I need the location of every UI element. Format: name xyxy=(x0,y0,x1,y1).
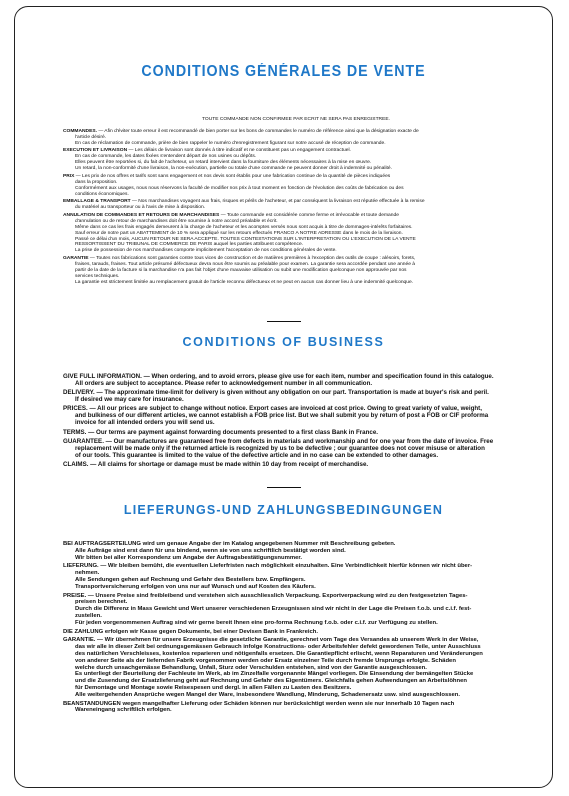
section-de xyxy=(63,541,529,716)
section-fr xyxy=(63,117,529,287)
fr-garantie-l2: fraises, tarauds, fraises. Tout article présumé défectueux devra nous être soumis au préalable pour examen. La garantie sera accordée pendant une année à xyxy=(75,261,416,267)
en-claims xyxy=(63,461,529,468)
fr-annulation-l6: RESSORTISSENT DU TRIBUNAL DE COMMERCE DE PARIS auquel les parties attribuent compétence. xyxy=(75,242,304,248)
fr-garantie-key: GARANTIE xyxy=(63,256,89,262)
de-zahlung-l1: erfolgen wir Kasse gegen Dokumente, bei einer Devisen Bank in Frankreich. xyxy=(104,628,319,635)
fr-prix-key: PRIX xyxy=(63,173,75,179)
en-guarantee-l1: — Our manufactures are guaranteed free from defects in materials and workmanship and for one year from the date of invoice. Free xyxy=(105,437,494,445)
fr-prix-l3: Conformément aux usages, nous nous réservons la faculté de modifier nos prix à tout moment en fonction de l'évolution des coûts de fabrication ou des xyxy=(75,185,404,191)
de-preise-l4: zustellen. xyxy=(75,612,102,619)
en-claims-key: CLAIMS. xyxy=(63,460,89,468)
fr-garantie-l4: services techniques. xyxy=(75,273,120,279)
en-full-l1: — When ordering, and to avoid errors, please give use for each item, number and specification found in this catalogue. xyxy=(143,373,494,380)
de-auftrag-l1: wird um genaue Angabe der im Katalog angegebenen Nummer mit Beschreibung gebeten. xyxy=(142,541,396,547)
divider-rule xyxy=(267,321,301,322)
fr-prix xyxy=(63,174,529,198)
fr-annulation-key: ANNULATION DE COMMANDES ET RETOURS DE MARCHANDISES xyxy=(63,212,220,218)
fr-garantie-l5: La garantie est strictement limitée au remplacement gratuit de l'article reconnu défectueux et ne peut en aucun cas donner lieu à une indemnité quelconque. xyxy=(75,279,414,285)
en-full-l2: All orders are subject to acceptance. Please refer to acknowledgement number in all communication. xyxy=(75,380,373,387)
de-garantie-l9: Alle weitergehenden Ansprüche wegen Mangel der Ware, insbesondere Wandlung, Minderung, Schadenersatz usw. sind ausgeschlossen. xyxy=(75,691,461,698)
fr-commandes-l2: l'article désiré. xyxy=(75,134,107,140)
title-en: CONDITIONS OF BUSINESS xyxy=(182,335,385,349)
de-zahlung-key: DIE ZAHLUNG xyxy=(63,628,104,635)
fr-prix-l2: dans la proposition. xyxy=(75,179,118,185)
fr-garantie-l3: partir de la date de la facture si la marchandise n'a pas fait l'objet d'une mauvaise utilisation ou subit une modification quelconque non approuvée par nos xyxy=(75,267,407,273)
fr-prix-l1: — Les prix de nos offres et tarifs sont sans engagement et nos devis sont établis pour une fabrication continue de la quantité de pièces indiquées xyxy=(75,173,391,179)
de-lieferung-l3: Alle Sendungen gehen auf Rechnung und Gefahr des Bestellers bzw. Empfängers. xyxy=(75,576,306,583)
de-preise-key: PREISE. xyxy=(63,592,87,599)
en-prices-l1: — All our prices are subject to change without notice. Export cases are invoiced at cost price. Owing to great variety of value, weight, xyxy=(89,405,482,413)
conditions-page xyxy=(14,6,553,788)
de-auftrag-l3: Wir bitten bei aller Korrespondenz um Angabe der Auftragsbestätigungsnummer. xyxy=(75,554,302,561)
en-guarantee-l3: of our tools. This guarantee is limited to the value of the defective article and in no case can be extended to other damages. xyxy=(75,451,439,459)
de-zahlung xyxy=(63,629,529,636)
en-delivery-key: DELIVERY. xyxy=(63,389,95,397)
en-guarantee xyxy=(63,438,529,459)
fr-commandes-key: COMMANDES. xyxy=(63,128,97,134)
fr-emballage-l2: du matériel au transporteur ou à l'avis de mise à disposition. xyxy=(75,205,206,211)
fr-execution-key: EXECUTION ET LIVRAISON xyxy=(63,148,128,154)
fr-intro: TOUTE COMMANDE NON CONFIRMEE PAR ECRIT NE SERA PAS ENREGISTREE. xyxy=(202,117,390,122)
de-lieferung-key: LIEFERUNG. xyxy=(63,563,99,570)
divider-rule xyxy=(267,487,301,488)
fr-prix-l4: conditions économiques. xyxy=(75,191,129,197)
en-delivery-l2: If desired we may care for insurance. xyxy=(75,396,184,404)
en-prices xyxy=(63,405,529,426)
fr-emballage-l1: — Nos marchandises voyagent aux frais, risques et périls de l'acheteur, et par conséquent la livraison est réputée effectuée à la remise xyxy=(132,199,425,205)
fr-execution xyxy=(63,148,529,172)
en-prices-l3: invoice for all intended orders you will send us. xyxy=(75,419,215,427)
fr-emballage-key: EMBALLAGE & TRANSPORT xyxy=(63,199,131,205)
en-full-information xyxy=(63,373,529,387)
en-delivery-l1: — The approximate time-limit for delivery is given without any obligation on our part. Transportation is made at buyer's risk and peril. xyxy=(96,389,489,397)
en-guarantee-key: GUARANTEE. xyxy=(63,437,104,445)
fr-emballage xyxy=(63,199,529,211)
fr-annulation-l7: La prise de possession de nos marchandises comporte implicitement l'acceptation de nos conditions générales de vente. xyxy=(75,248,337,254)
de-garantie-l5: welche durch unsachgemässe Behandlung, Unfall, Sturz oder Verschulden entstehen, sind von der Garantie ausgeschlossen. xyxy=(75,664,427,671)
de-beanstandungen-l2: Wareneingang schriftlich erfolgen. xyxy=(75,707,172,714)
de-garantie-l1: — Wir übernehmen für unsere Erzeugnisse die gesetzliche Garantie, gerechnet vom Tage des Versandes ab unserem Werk in der Weise, xyxy=(97,637,479,644)
de-lieferung-l4: Transportversicherung erfolgen von uns nur auf Wunsch und auf Kosten des Käufers. xyxy=(75,583,316,590)
title-de: LIEFERUNGS-UND ZAHLUNGSBEDINGUNGEN xyxy=(123,503,444,517)
fr-commandes xyxy=(63,129,529,147)
de-garantie-key: GARANTIE. xyxy=(63,637,96,644)
title-fr: CONDITIONS GÉNÉRALES DE VENTE xyxy=(141,63,426,80)
de-preise-l2: preisen berechnet. xyxy=(75,599,128,606)
fr-commandes-l3: En cas de réclamation de commande, prière de bien rappeler le numéro d'enregistrement figurant sur notre accusé de réception de commande. xyxy=(75,140,386,146)
de-beanstandungen xyxy=(63,701,529,715)
en-full-key: GIVE FULL INFORMATION. xyxy=(63,373,142,380)
de-beanstandungen-l1: wegen mangelhafter Lieferung oder Schäden können nur berücksichtigt werden wenn sie nur innerhalb 10 Tagen nach xyxy=(122,700,455,707)
de-beanstandungen-key: BEANSTANDUNGEN xyxy=(63,700,121,707)
en-guarantee-l2: replacement will be made only if the returned article is recognized by us to be defective ; our guarantee does not cover misuse or alteration xyxy=(75,444,485,452)
de-garantie-l6: Es unterliegt der Beurteilung der Fachleute im Werk, ab im Zinzelfalle vorgenannte Mängel vorliegen. Die Einsendung der bemängelten Stücke xyxy=(75,671,474,678)
en-delivery xyxy=(63,389,529,403)
fr-annulation-l1: — Toute commande est considérée comme ferme et irrévocable et toute demande xyxy=(220,212,399,218)
fr-commandes-l1: — Afin d'éviter toute erreur il est recommandé de bien porter sur les bons de commandes le numéro de référence ainsi que la désignation exacte de xyxy=(98,128,419,134)
fr-execution-l2: En cas de commande, les dates fixées s'entendent départ de nos usines ou dépôts. xyxy=(75,154,257,160)
de-garantie-l4: von anderer Seite als der liefernden Fabrik vorgenommen werden oder Ersatz einzelner Teile durch fremde Ursprungs erfolgte. Schäden xyxy=(75,657,456,664)
de-garantie-l2: das wir alle in dieser Zeit bei ordnungsgemässen Gebrauch infolge Konstructions- oder Arbeitsfehler defekt gewordenen Teile, unter Ausschluss xyxy=(75,644,481,651)
de-auftragserteilung xyxy=(63,541,529,561)
section-en xyxy=(63,373,529,470)
de-garantie-l8: für Demontage und Montage sowie Reisespesen und dergl. in allen Fällen zu Lasten des Besitzers. xyxy=(75,684,352,691)
en-terms xyxy=(63,429,529,436)
de-lieferung-l1: — Wir bleiben bemüht, die eventuellen Lieferfristen nach möglichkeit einzuhalten. Eine Verbindlichkeit hierfür können wir nicht über- xyxy=(100,563,473,570)
de-garantie-l3: des natürlichen Verschleisses, kostenlos reparieren und nötigenfalls ersetzen. Die Garantiepflicht erlischt, wenn Reparaturen und Veränderungen xyxy=(75,650,483,657)
de-preise xyxy=(63,593,529,627)
fr-annulation-l3: Même dans ce cas les frais engagés demeurent à la charge de l'acheteur et les acomptes versés nous sont acquis à titre de dommages-intérêts forfaitaires. xyxy=(75,224,413,230)
de-auftrag-key: BEI AUFTRAGSERTEILUNG xyxy=(63,541,141,547)
fr-execution-l1: — Les délais de livraison sont donnés à titre indicatif et ne constituent pas un engagement contractuel. xyxy=(128,148,351,154)
de-garantie-l7: und die Zusendung der Ersatzlieferung geht auf Rechnung und Gefahr des Eigentümers. Gleichfalls gehen Aufwendungen an Arbeitslöhnen xyxy=(75,678,467,685)
de-preise-l5: Für jeden vorgenommenen Auftrag sind wir gerne bereit Ihnen eine pro-forma Rechnung f.o.b. oder c.i.f. zur Verfügung zu stellen. xyxy=(75,619,438,626)
fr-annulation-l4: Sauf erreur de notre part un ABATTEMENT de 10 % sera appliqué sur les retours effectués FRANCO A NOTRE ADRESSE dans le mois de la livraison. xyxy=(75,230,403,236)
de-auftrag-l2: Alle Aufträge sind erst dann für uns bindend, wenn sie von uns schriftlich bestätigt worden sind. xyxy=(75,547,346,554)
fr-annulation-l2: d'annulation ou de retour de marchandises doit être soumise à notre accord préalable et écrit. xyxy=(75,218,278,224)
en-prices-l2: and bulkiness of our different articles, we cannot establish a FOB price list. But we shall submit you by return of post a FOB or CIF proforma xyxy=(75,412,489,420)
en-prices-key: PRICES. xyxy=(63,405,88,413)
fr-execution-l4: Un retard, la non-conformité d'une livraison, la non-exécution, partielle ou totale d'une commande ne peuvent donner droit à indemnité ou pénalité. xyxy=(75,166,392,172)
fr-annulation-l5: Passé ce délai d'un mois, AUCUN RETOUR NE SERA ACCEPTE. TOUTES CONTESTATIONS SUR L'INTERPRETATION OU L'EXECUTION DE LA VENTE xyxy=(75,236,416,242)
de-preise-l1: — Unsere Preise sind freibleibend und verstehen sich ausschliesslich Verpackung. Exportverpackung wird zu den festgesetzten Tages- xyxy=(87,592,468,599)
de-lieferung-l2: nehmen. xyxy=(75,570,100,577)
fr-execution-l3: Elles peuvent être reportées si, du fait de l'acheteur, un retard intervient dans la fourniture des éléments nécessaires à la mise en œuvre. xyxy=(75,160,372,166)
fr-annulation xyxy=(63,213,529,254)
de-garantie xyxy=(63,637,529,698)
de-lieferung xyxy=(63,563,529,590)
fr-garantie-l1: — Toutes nos fabrications sont garanties contre tous vices de construction et de matières premières à l'exception des outils de coupe : alésoirs, forets, xyxy=(89,256,416,262)
en-terms-key: TERMS. xyxy=(63,428,87,436)
fr-garantie xyxy=(63,256,529,286)
en-claims-l1: — All claims for shortage or damage must be made within 10 day from receipt of merchandise. xyxy=(90,460,369,468)
de-preise-l3: Durch die Differenz in Mass Gewicht und Wert unserer verschiedenen Erzeugnissen sind wir nicht in der Lage die Preisen f.o.b. und c.i.f. fest- xyxy=(75,606,472,613)
en-terms-l1: — Our terms are payment against forwarding documents presented to a first class Bank in France. xyxy=(88,428,378,436)
